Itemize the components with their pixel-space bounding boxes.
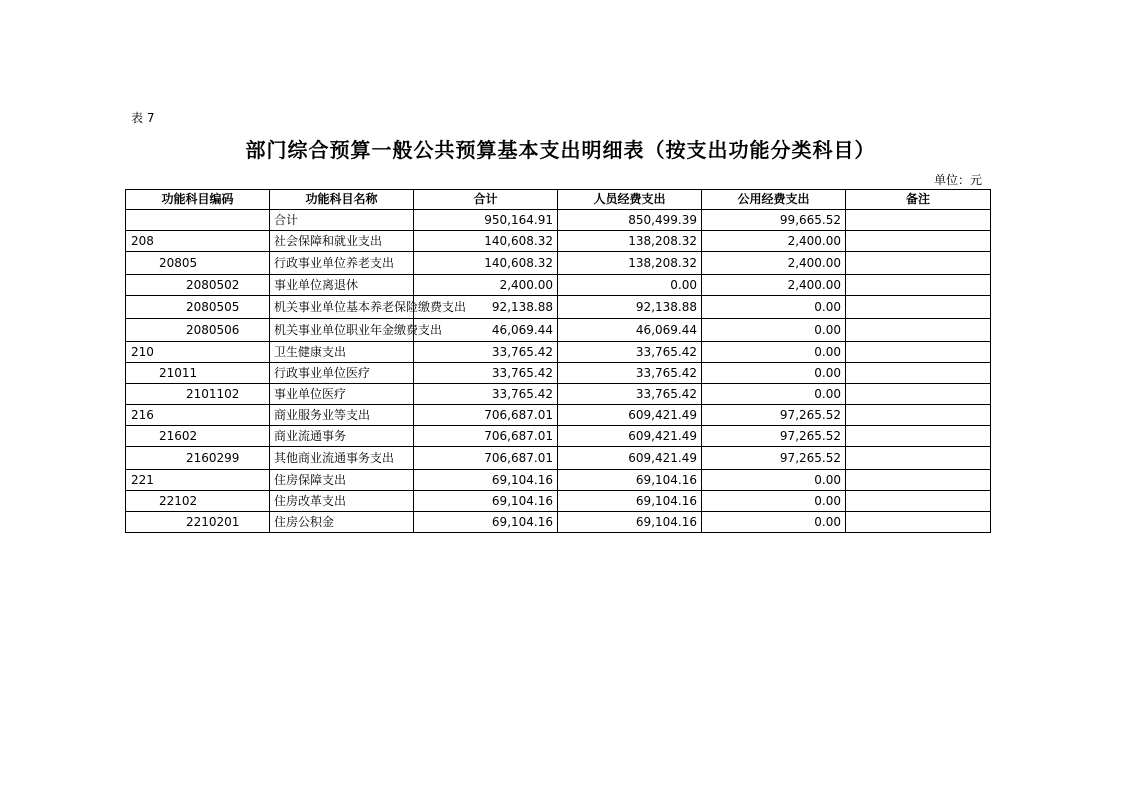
cell-note xyxy=(846,296,991,319)
cell-note xyxy=(846,447,991,470)
cell-code xyxy=(126,210,270,231)
cell-public: 0.00 xyxy=(702,491,846,512)
cell-note xyxy=(846,405,991,426)
cell-note xyxy=(846,384,991,405)
budget-table xyxy=(125,189,991,533)
cell-name: 事业单位医疗 xyxy=(270,384,414,405)
cell-total: 33,765.42 xyxy=(414,363,558,384)
cell-name: 合计 xyxy=(270,210,414,231)
cell-public: 0.00 xyxy=(702,342,846,363)
header-name: 功能科目名称 xyxy=(270,190,414,210)
cell-note xyxy=(846,210,991,231)
cell-personnel: 33,765.42 xyxy=(558,342,702,363)
cell-total: 706,687.01 xyxy=(414,405,558,426)
cell-note xyxy=(846,512,991,533)
cell-total: 69,104.16 xyxy=(414,512,558,533)
table-row xyxy=(126,231,991,252)
cell-code: 2080506 xyxy=(126,319,270,342)
cell-code: 208 xyxy=(126,231,270,252)
cell-code: 2101102 xyxy=(126,384,270,405)
table-row xyxy=(126,491,991,512)
header-public: 公用经费支出 xyxy=(702,190,846,210)
cell-name: 行政事业单位养老支出 xyxy=(270,252,414,275)
cell-personnel: 138,208.32 xyxy=(558,231,702,252)
cell-personnel: 69,104.16 xyxy=(558,491,702,512)
table-row xyxy=(126,319,991,342)
table-row xyxy=(126,342,991,363)
cell-note xyxy=(846,491,991,512)
cell-personnel: 609,421.49 xyxy=(558,426,702,447)
cell-total: 92,138.88 xyxy=(414,296,558,319)
cell-total: 950,164.91 xyxy=(414,210,558,231)
cell-code: 2080502 xyxy=(126,275,270,296)
cell-note xyxy=(846,231,991,252)
cell-name: 住房改革支出 xyxy=(270,491,414,512)
cell-code: 22102 xyxy=(126,491,270,512)
cell-total: 706,687.01 xyxy=(414,426,558,447)
cell-public: 99,665.52 xyxy=(702,210,846,231)
cell-personnel: 0.00 xyxy=(558,275,702,296)
table-row xyxy=(126,470,991,491)
cell-personnel: 69,104.16 xyxy=(558,512,702,533)
table-header-row xyxy=(126,190,991,210)
cell-total: 140,608.32 xyxy=(414,231,558,252)
cell-total: 33,765.42 xyxy=(414,342,558,363)
cell-public: 97,265.52 xyxy=(702,426,846,447)
cell-note xyxy=(846,426,991,447)
header-personnel: 人员经费支出 xyxy=(558,190,702,210)
cell-public: 2,400.00 xyxy=(702,252,846,275)
cell-public: 0.00 xyxy=(702,363,846,384)
cell-code: 2210201 xyxy=(126,512,270,533)
table-row xyxy=(126,363,991,384)
cell-public: 2,400.00 xyxy=(702,275,846,296)
cell-personnel: 33,765.42 xyxy=(558,384,702,405)
table-row xyxy=(126,405,991,426)
cell-public: 0.00 xyxy=(702,470,846,491)
cell-name: 事业单位离退休 xyxy=(270,275,414,296)
table-row xyxy=(126,275,991,296)
cell-total: 140,608.32 xyxy=(414,252,558,275)
cell-name: 商业流通事务 xyxy=(270,426,414,447)
header-code: 功能科目编码 xyxy=(126,190,270,210)
cell-personnel: 69,104.16 xyxy=(558,470,702,491)
cell-note xyxy=(846,470,991,491)
cell-personnel: 138,208.32 xyxy=(558,252,702,275)
header-total: 合计 xyxy=(414,190,558,210)
cell-personnel: 850,499.39 xyxy=(558,210,702,231)
unit-label: 单位：元 xyxy=(933,173,982,187)
cell-name: 机关事业单位职业年金缴费支出 xyxy=(270,319,414,342)
cell-name: 社会保障和就业支出 xyxy=(270,231,414,252)
cell-total: 33,765.42 xyxy=(414,384,558,405)
cell-public: 0.00 xyxy=(702,384,846,405)
cell-personnel: 609,421.49 xyxy=(558,405,702,426)
cell-personnel: 92,138.88 xyxy=(558,296,702,319)
cell-note xyxy=(846,342,991,363)
cell-code: 2080505 xyxy=(126,296,270,319)
table-number: 表 7 xyxy=(131,111,155,125)
cell-personnel: 33,765.42 xyxy=(558,363,702,384)
cell-public: 97,265.52 xyxy=(702,447,846,470)
cell-note xyxy=(846,275,991,296)
cell-code: 2160299 xyxy=(126,447,270,470)
cell-public: 97,265.52 xyxy=(702,405,846,426)
cell-note xyxy=(846,252,991,275)
cell-public: 2,400.00 xyxy=(702,231,846,252)
cell-code: 20805 xyxy=(126,252,270,275)
cell-personnel: 46,069.44 xyxy=(558,319,702,342)
header-note: 备注 xyxy=(846,190,991,210)
table-row xyxy=(126,252,991,275)
cell-total: 46,069.44 xyxy=(414,319,558,342)
cell-personnel: 609,421.49 xyxy=(558,447,702,470)
cell-total: 69,104.16 xyxy=(414,470,558,491)
cell-code: 221 xyxy=(126,470,270,491)
cell-code: 21602 xyxy=(126,426,270,447)
cell-total: 69,104.16 xyxy=(414,491,558,512)
cell-note xyxy=(846,363,991,384)
cell-name: 机关事业单位基本养老保险缴费支出 xyxy=(270,296,414,319)
cell-code: 21011 xyxy=(126,363,270,384)
table-row xyxy=(126,512,991,533)
cell-public: 0.00 xyxy=(702,296,846,319)
table-row xyxy=(126,296,991,319)
table-row xyxy=(126,426,991,447)
cell-note xyxy=(846,319,991,342)
cell-name: 其他商业流通事务支出 xyxy=(270,447,414,470)
cell-name: 商业服务业等支出 xyxy=(270,405,414,426)
cell-total: 706,687.01 xyxy=(414,447,558,470)
cell-total: 2,400.00 xyxy=(414,275,558,296)
cell-public: 0.00 xyxy=(702,512,846,533)
cell-code: 210 xyxy=(126,342,270,363)
cell-public: 0.00 xyxy=(702,319,846,342)
cell-name: 行政事业单位医疗 xyxy=(270,363,414,384)
cell-name: 住房公积金 xyxy=(270,512,414,533)
page-title: 部门综合预算一般公共预算基本支出明细表（按支出功能分类科目） xyxy=(245,138,876,162)
cell-code: 216 xyxy=(126,405,270,426)
cell-name: 卫生健康支出 xyxy=(270,342,414,363)
table-row xyxy=(126,447,991,470)
table-row xyxy=(126,210,991,231)
table-row xyxy=(126,384,991,405)
cell-name: 住房保障支出 xyxy=(270,470,414,491)
